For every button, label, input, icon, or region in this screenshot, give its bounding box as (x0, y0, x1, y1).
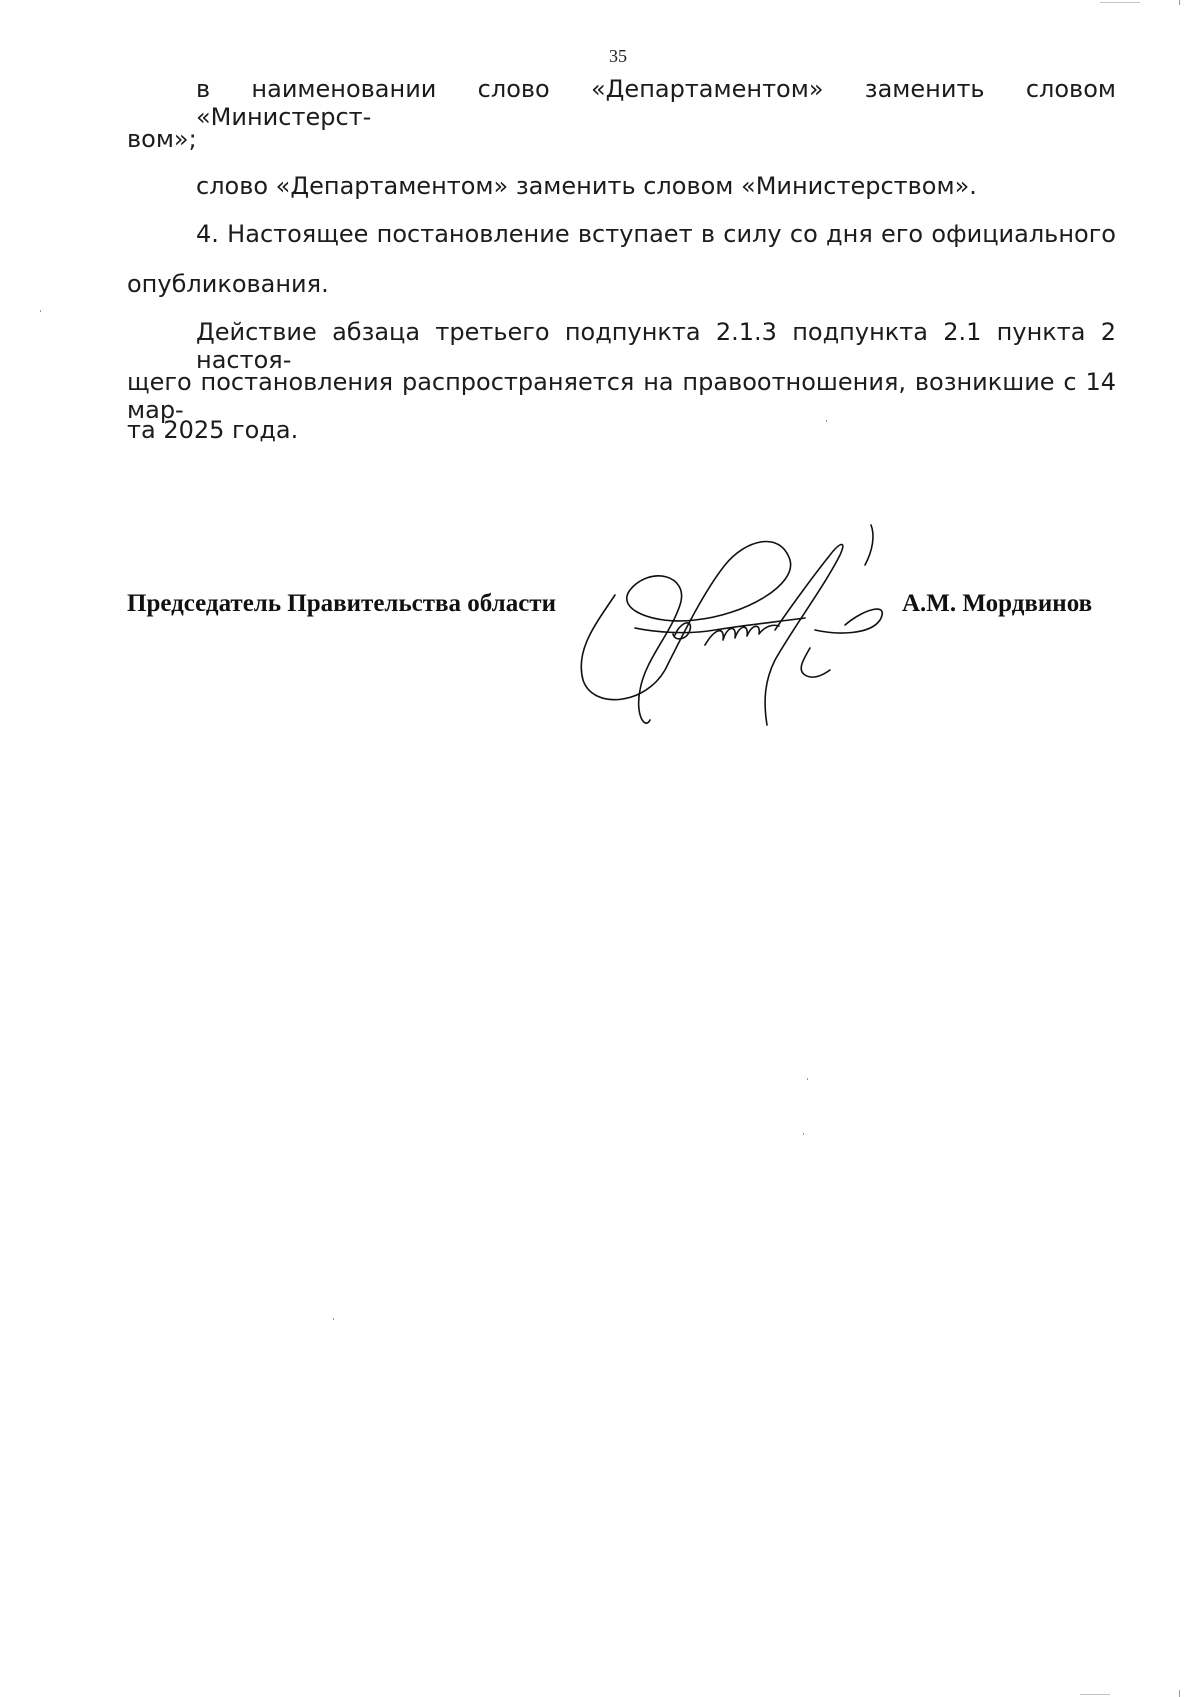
paragraph-line: слово «Департаментом» заменить словом «Министерством». (196, 172, 977, 200)
scan-mark (1179, 0, 1180, 5)
signatory-position: Председатель Правительства области (127, 590, 556, 617)
paragraph-line: Действие абзаца третьего подпункта 2.1.3 подпункта 2.1 пункта 2 настоя- (196, 318, 1116, 374)
page-number: 35 (609, 46, 627, 66)
scan-mark (1080, 1694, 1110, 1695)
paragraph-line: опубликования. (127, 270, 329, 298)
paragraph-line: 4. Настоящее постановление вступает в силу со дня его официального (196, 220, 1116, 248)
paragraph-line: в наименовании слово «Департаментом» заменить словом «Министерст- (196, 75, 1116, 131)
scan-mark (1179, 1690, 1180, 1697)
scan-mark (333, 1318, 334, 1320)
scan-mark (826, 420, 827, 422)
scan-mark (40, 310, 41, 312)
signatory-name: А.М. Мордвинов (902, 590, 1093, 617)
paragraph-line: та 2025 года. (127, 416, 299, 444)
scan-mark (807, 1078, 808, 1080)
scan-mark (803, 1133, 804, 1135)
handwritten-signature (575, 530, 915, 735)
paragraph-line: щего постановления распространяется на правоотношения, возникшие с 14 мар- (127, 368, 1116, 424)
scan-mark (1100, 2, 1140, 3)
paragraph-line: вом»; (127, 125, 197, 153)
